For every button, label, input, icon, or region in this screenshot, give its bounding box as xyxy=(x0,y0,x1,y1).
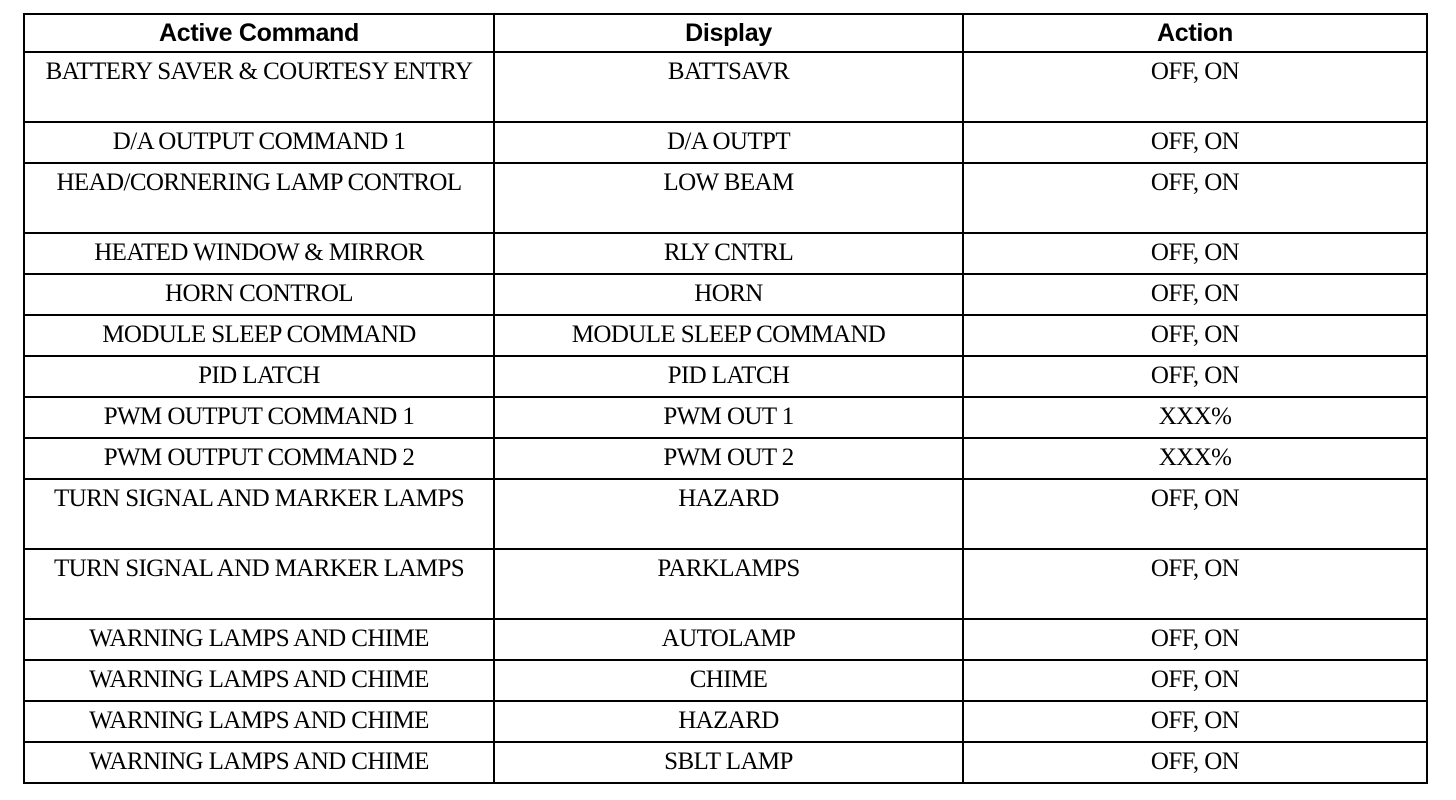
table-row xyxy=(24,274,1427,315)
column-header-action: Action xyxy=(963,14,1427,52)
display-cell xyxy=(494,163,963,233)
table-row xyxy=(24,479,1427,549)
action-cell xyxy=(963,701,1427,742)
display-cell xyxy=(494,315,963,356)
display-text: PWM OUT 1 xyxy=(663,403,794,430)
command-text: HEATED WINDOW & MIRROR xyxy=(94,239,424,266)
action-text: OFF, ON xyxy=(1150,128,1240,155)
action-text: OFF, ON xyxy=(1150,362,1240,389)
command-text: TURN SIGNAL AND MARKER LAMPS xyxy=(53,555,465,582)
display-text: SBLT LAMP xyxy=(664,748,793,775)
display-cell xyxy=(494,479,963,549)
display-cell xyxy=(494,122,963,163)
action-cell xyxy=(963,660,1427,701)
table-body xyxy=(24,52,1427,783)
command-text: BATTERY SAVER & COURTESY ENTRY xyxy=(45,58,473,85)
action-text: OFF, ON xyxy=(1150,169,1240,196)
table-row xyxy=(24,619,1427,660)
command-cell xyxy=(24,549,494,619)
command-cell xyxy=(24,52,494,122)
action-cell xyxy=(963,163,1427,233)
display-text: RLY CNTRL xyxy=(663,239,794,266)
display-text: PARKLAMPS xyxy=(657,555,800,582)
command-cell xyxy=(24,315,494,356)
display-cell xyxy=(494,233,963,274)
action-text: OFF, ON xyxy=(1150,239,1240,266)
table-row xyxy=(24,742,1427,783)
action-text: OFF, ON xyxy=(1150,555,1240,582)
command-text: WARNING LAMPS AND CHIME xyxy=(89,666,429,693)
column-header-display: Display xyxy=(494,14,963,52)
table-row xyxy=(24,233,1427,274)
action-cell xyxy=(963,315,1427,356)
action-cell xyxy=(963,549,1427,619)
display-cell xyxy=(494,52,963,122)
command-text: D/A OUTPUT COMMAND 1 xyxy=(112,128,406,155)
action-text: OFF, ON xyxy=(1150,625,1240,652)
display-text: D/A OUTPT xyxy=(666,128,791,155)
display-cell xyxy=(494,438,963,479)
command-cell xyxy=(24,660,494,701)
action-cell xyxy=(963,438,1427,479)
table-row xyxy=(24,438,1427,479)
action-cell xyxy=(963,233,1427,274)
command-text: PID LATCH xyxy=(198,362,320,389)
table-row xyxy=(24,660,1427,701)
table-header xyxy=(24,14,1427,52)
command-cell xyxy=(24,163,494,233)
display-text: PID LATCH xyxy=(667,362,790,389)
action-text: OFF, ON xyxy=(1150,58,1240,85)
action-text: OFF, ON xyxy=(1150,485,1240,512)
action-cell xyxy=(963,122,1427,163)
table-row xyxy=(24,397,1427,438)
command-text: HORN CONTROL xyxy=(165,280,353,307)
column-header-active-command: Active Command xyxy=(24,14,494,52)
action-text: OFF, ON xyxy=(1150,707,1240,734)
action-text: XXX% xyxy=(1158,403,1232,430)
action-cell xyxy=(963,742,1427,783)
command-cell xyxy=(24,274,494,315)
action-cell xyxy=(963,52,1427,122)
command-text: WARNING LAMPS AND CHIME xyxy=(89,748,429,775)
display-cell xyxy=(494,549,963,619)
display-cell xyxy=(494,701,963,742)
display-cell xyxy=(494,397,963,438)
header-row xyxy=(24,14,1427,52)
command-cell xyxy=(24,356,494,397)
action-cell xyxy=(963,397,1427,438)
table-row xyxy=(24,52,1427,122)
display-text: HORN xyxy=(694,280,763,307)
table-row xyxy=(24,315,1427,356)
display-text: CHIME xyxy=(689,666,768,693)
command-cell xyxy=(24,701,494,742)
action-text: XXX% xyxy=(1158,444,1232,471)
command-cell xyxy=(24,742,494,783)
action-text: OFF, ON xyxy=(1150,321,1240,348)
display-text: MODULE SLEEP COMMAND xyxy=(571,321,886,348)
command-cell xyxy=(24,479,494,549)
action-text: OFF, ON xyxy=(1150,666,1240,693)
action-cell xyxy=(963,356,1427,397)
display-cell xyxy=(494,274,963,315)
display-cell xyxy=(494,660,963,701)
command-text: PWM OUTPUT COMMAND 1 xyxy=(103,403,415,430)
display-text: HAZARD xyxy=(678,485,779,512)
display-cell xyxy=(494,619,963,660)
command-text: PWM OUTPUT COMMAND 2 xyxy=(103,444,415,471)
command-text: TURN SIGNAL AND MARKER LAMPS xyxy=(53,485,465,512)
action-cell xyxy=(963,619,1427,660)
command-text: HEAD/CORNERING LAMP CONTROL xyxy=(56,169,462,196)
display-text: AUTOLAMP xyxy=(661,625,796,652)
display-text: HAZARD xyxy=(678,707,779,734)
action-text: OFF, ON xyxy=(1150,748,1240,775)
command-cell xyxy=(24,438,494,479)
display-text: BATTSAVR xyxy=(667,58,790,85)
command-text: WARNING LAMPS AND CHIME xyxy=(89,707,429,734)
action-cell xyxy=(963,274,1427,315)
command-cell xyxy=(24,397,494,438)
table-row xyxy=(24,701,1427,742)
display-cell xyxy=(494,742,963,783)
action-cell xyxy=(963,479,1427,549)
command-cell xyxy=(24,619,494,660)
table-row xyxy=(24,356,1427,397)
command-cell xyxy=(24,122,494,163)
action-text: OFF, ON xyxy=(1150,280,1240,307)
command-cell xyxy=(24,233,494,274)
table-row xyxy=(24,549,1427,619)
table-row xyxy=(24,163,1427,233)
active-command-table xyxy=(23,13,1428,784)
command-text: MODULE SLEEP COMMAND xyxy=(102,321,416,348)
display-text: LOW BEAM xyxy=(663,169,794,196)
command-text: WARNING LAMPS AND CHIME xyxy=(89,625,429,652)
display-cell xyxy=(494,356,963,397)
display-text: PWM OUT 2 xyxy=(663,444,794,471)
table-row xyxy=(24,122,1427,163)
